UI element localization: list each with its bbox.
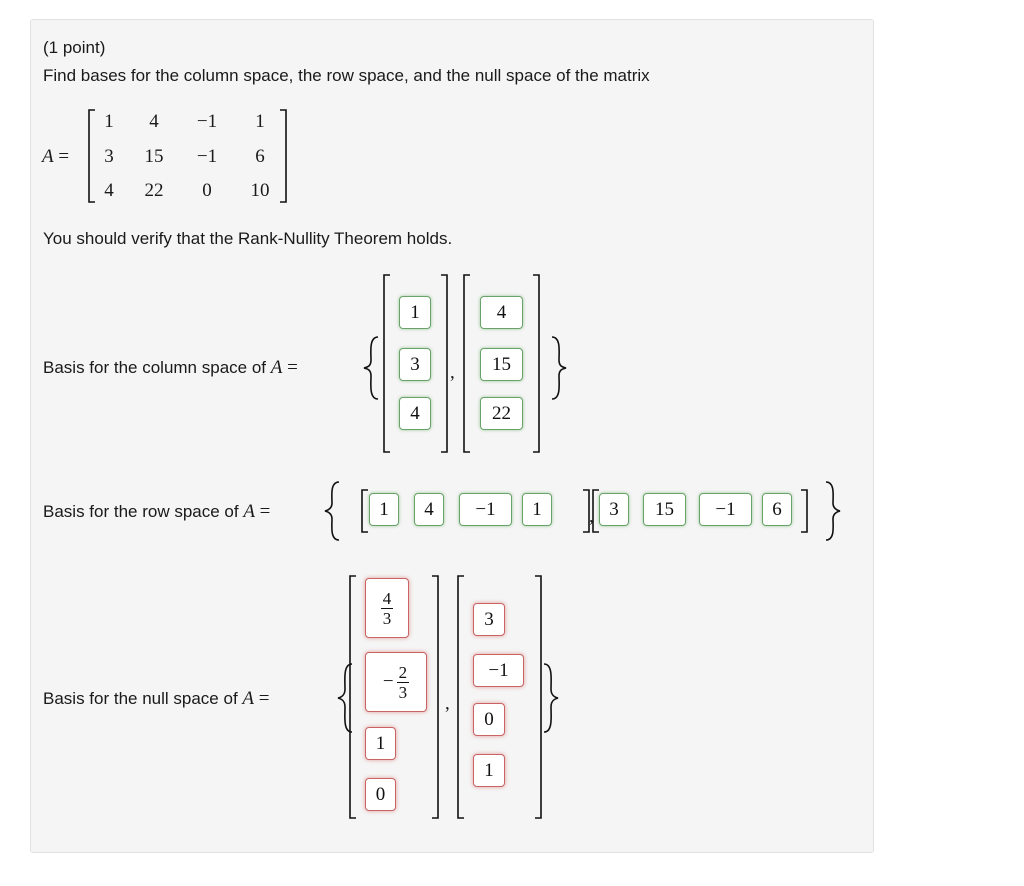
matrix-cell: −1 — [196, 146, 218, 167]
matrix-cell: 10 — [250, 180, 270, 201]
column-basis-v1-entry-2[interactable]: 3 — [399, 348, 431, 381]
column-basis-v2-entry-1[interactable]: 4 — [480, 296, 523, 329]
matrix-cell: 15 — [144, 146, 164, 167]
matrix-cell: 6 — [255, 146, 265, 167]
matrix-cell: 1 — [255, 111, 265, 132]
row-basis-v2-entry-2[interactable]: 15 — [643, 493, 686, 526]
column-basis-v2-entry-3[interactable]: 22 — [480, 397, 523, 430]
matrix-cell: 3 — [104, 146, 114, 167]
null-basis-v1-entry-1[interactable] — [365, 578, 409, 638]
fraction: $\frac{2}{3}$ — [398, 662, 408, 702]
row-basis-v2-entry-3[interactable]: −1 — [699, 493, 752, 526]
row-basis-v1-entry-2[interactable]: 4 — [414, 493, 444, 526]
comma: , — [445, 693, 450, 714]
row-basis-v1-entry-3[interactable]: −1 — [459, 493, 512, 526]
matrix-cell: 0 — [202, 180, 212, 201]
matrix-cell: 4 — [104, 180, 114, 201]
null-basis-v2-entry-4[interactable]: 1 — [473, 754, 505, 787]
verify-text: You should verify that the Rank-Nullity Theorem holds. — [43, 229, 453, 248]
row-basis-v1-entry-4[interactable]: 1 — [522, 493, 552, 526]
matrix-cell: −1 — [196, 111, 218, 132]
null-basis-v1-entry-4[interactable]: 0 — [365, 778, 396, 811]
row-basis-v2-entry-4[interactable]: 6 — [762, 493, 792, 526]
null-basis-v2-entry-2[interactable]: −1 — [473, 654, 524, 687]
matrix-label: A = — [42, 146, 70, 167]
comma: , — [589, 506, 594, 527]
comma: , — [450, 362, 455, 383]
problem-points: (1 point) — [43, 38, 106, 57]
column-basis-v1-entry-3[interactable]: 4 — [399, 397, 431, 430]
null-basis-v1-entry-2[interactable]: − $\frac{2}{3}$ — [365, 652, 427, 712]
row-basis-v1-entry-1[interactable]: 1 — [369, 493, 399, 526]
matrix-cell: 22 — [144, 180, 164, 201]
matrix-cell: 4 — [149, 111, 159, 132]
row-space-label: Basis for the row space of A = — [43, 501, 271, 522]
column-basis-v2-entry-2[interactable]: 15 — [480, 348, 523, 381]
row-basis-v2-entry-1[interactable]: 3 — [599, 493, 629, 526]
null-space-label: Basis for the null space of A = — [43, 688, 270, 709]
matrix-cell: 1 — [104, 111, 114, 132]
null-basis-v1-entry-3[interactable]: 1 — [365, 727, 396, 760]
null-basis-v2-entry-1[interactable]: 3 — [473, 603, 505, 636]
fraction: $\frac{4}{3}$ — [382, 588, 392, 628]
null-basis-v2-entry-3[interactable]: 0 — [473, 703, 505, 736]
column-space-label: Basis for the column space of A = — [43, 357, 298, 378]
column-basis-v1-entry-1[interactable]: 1 — [399, 296, 431, 329]
problem-prompt: Find bases for the column space, the row space, and the null space of the matrix — [43, 66, 650, 85]
